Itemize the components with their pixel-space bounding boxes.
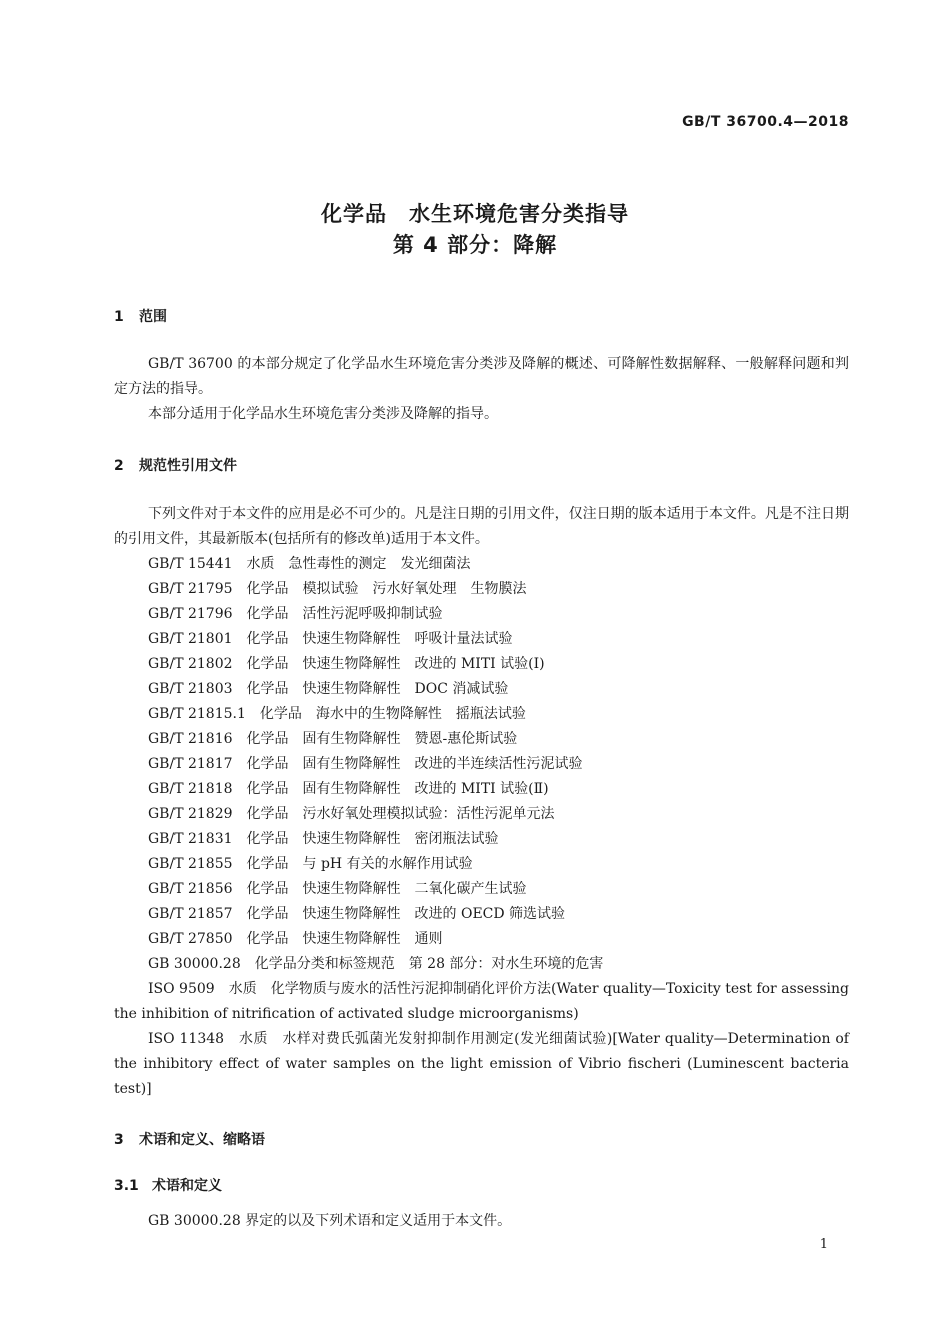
section-number: 1 [114,309,124,325]
paragraph: GB 30000.28 界定的以及下列术语和定义适用于本文件。 [148,1213,512,1229]
reference-item: GB/T 21831 化学品 快速生物降解性 密闭瓶法试验 [148,831,499,847]
reference-item: GB/T 21818 化学品 固有生物降解性 改进的 MITI 试验(Ⅱ) [148,781,549,797]
reference-item: GB/T 21796 化学品 活性污泥呼吸抑制试验 [148,606,443,622]
section-1-heading [114,306,167,326]
reference-item: GB/T 21816 化学品 固有生物降解性 赞恩-惠伦斯试验 [148,731,518,747]
section-1-body [114,352,849,427]
section-title: 术语和定义 [152,1178,222,1194]
paragraph: GB/T 36700 的本部分规定了化学品水生环境危害分类涉及降解的概述、可降解性数据解释、一般解释问题和判定方法的指导。 [114,356,849,397]
reference-item: GB/T 21802 化学品 快速生物降解性 改进的 MITI 试验(Ⅰ) [148,656,545,672]
reference-item: GB/T 27850 化学品 快速生物降解性 通则 [148,931,443,947]
section-3-heading [114,1129,265,1149]
page-number: 1 [819,1237,828,1252]
section-2-body [114,502,849,1102]
reference-item: GB/T 21815.1 化学品 海水中的生物降解性 摇瓶法试验 [148,706,526,722]
reference-item: GB/T 21829 化学品 污水好氧处理模拟试验：活性污泥单元法 [148,806,555,822]
section-title: 术语和定义、缩略语 [139,1132,265,1148]
paragraph: 本部分适用于化学品水生环境危害分类涉及降解的指导。 [148,406,498,422]
reference-item: GB 30000.28 化学品分类和标签规范 第 28 部分：对水生环境的危害 [148,956,604,972]
document-title: 化学品 水生环境危害分类指导 [321,202,629,226]
reference-item: GB/T 21817 化学品 固有生物降解性 改进的半连续活性污泥试验 [148,756,583,772]
paragraph: 下列文件对于本文件的应用是必不可少的。凡是注日期的引用文件，仅注日期的版本适用于本文件。凡是不注日期的引用文件，其最新版本(包括所有的修改单)适用于本文件。 [114,506,849,547]
section-3-1-body [114,1209,849,1234]
reference-item: GB/T 21803 化学品 快速生物降解性 DOC 消减试验 [148,681,509,697]
standard-code: GB/T 36700.4—2018 [682,114,849,130]
reference-item: GB/T 21801 化学品 快速生物降解性 呼吸计量法试验 [148,631,513,647]
reference-item: GB/T 21856 化学品 快速生物降解性 二氧化碳产生试验 [148,881,527,897]
reference-item: GB/T 21855 化学品 与 pH 有关的水解作用试验 [148,856,473,872]
reference-item: GB/T 21857 化学品 快速生物降解性 改进的 OECD 筛选试验 [148,906,566,922]
section-number: 3.1 [114,1178,139,1194]
section-2-heading [114,455,237,475]
section-3-1-heading [114,1175,222,1195]
section-title: 规范性引用文件 [139,458,237,474]
reference-item: ISO 9509 水质 化学物质与废水的活性污泥抑制硝化评价方法(Water quality—Toxicity test for assessing the inhibition of nitrification of activated sludge microorganisms) [114,981,849,1022]
section-number: 3 [114,1132,124,1148]
document-subtitle: 第 4 部分：降解 [392,233,558,257]
section-number: 2 [114,458,124,474]
reference-item: GB/T 21795 化学品 模拟试验 污水好氧处理 生物膜法 [148,581,527,597]
reference-item: ISO 11348 水质 水样对费氏弧菌光发射抑制作用测定(发光细菌试验)[Water quality—Determination of the inhibitory effect of water samples on the light emission of Vibrio fischeri (Luminescent bacteria test)] [114,1031,849,1097]
section-title: 范围 [139,309,167,325]
reference-item: GB/T 15441 水质 急性毒性的测定 发光细菌法 [148,556,471,572]
